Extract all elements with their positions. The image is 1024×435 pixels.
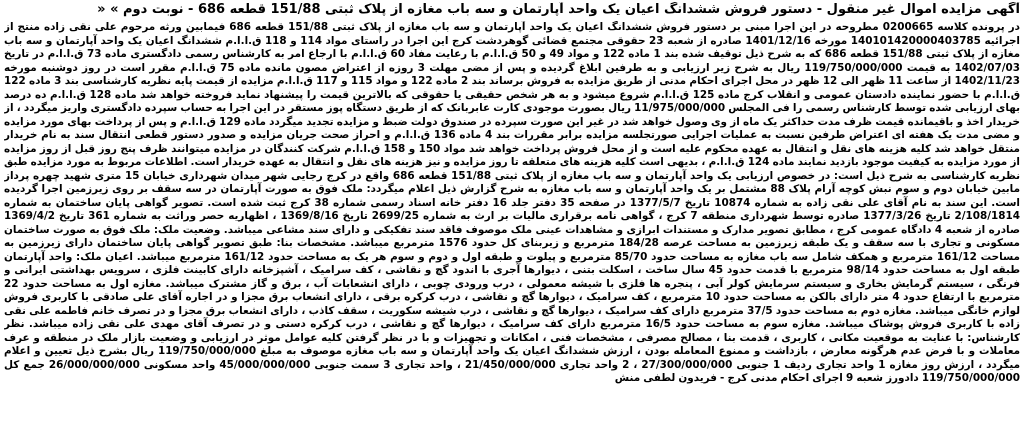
- notice-title: آگهی مزایده اموال غیر منقول - دستور فروش ششدانگ اعیان یک واحد آپارتمان و سه باب مغازه از پلاک ثبتی 151/88 قطعه 686 - نوبت دوم » «: [97, 2, 1020, 17]
- notice-body: در پرونده کلاسه 0200665 مطروحه در این اجرا مبنی بر دستور فروش ششدانگ اعیان یک واحد آپارتمان و سه باب مغازه از پلاک ثبتی 151/88 قطعه 686 فیمابین ورثه مرحوم علی نقی زاده منتج از اجرائیه 14010142000040378​5 مورخه 1401/12/16 صادره از شعبه 23 حقوقی مجتمع قضائی گوهردشت کرج این اجرا در راستای مواد 114 و 118 ق.ا.ا.م ششدانگ اعیان یک واحد آپارتمان و سه باب مغازه از پلاک ثبتی 151/88 قطعه 686 که به شرح ذیل توقیف شده بند 1 ماده 122 و مواد 49 و 50 ق.ا.ا.م با رعایت مفاد 60 ق.ا.ا.م با ارجاع امر به کارشناس رسمی دادگستری ماده 73 ق.ا.ا.م در تاریخ 1402/07/03 به قیمت 119/750/000/000 ریال به شرح زیر ارزیابی و به طرفین ابلاغ گردیده و پس از مضی مهلت 3 روزه از اعتراض مصون مانده ماده 75 ق.ا.ا.م مقرر است در روز دوشنبه مورخه 1402/11/23 از ساعت 11 ظهر الی 12 ظهر در محل اجرای احکام مدنی از طریق مزایده به فروش برساند بند 2 ماده 122 و مواد 115 و 117 ق.ا.ا.م مزایده از قیمت پایه نظریه کارشناسی بند 3 ماده 122 ق.ا.ا.م با حضور نماینده دادستان عمومی و انقلاب کرج ماده 125 ق.ا.ا.م شروع میشود و به هر شخص حقیقی یا حقوقی که بالاترین قیمت را پیشنهاد نماید فروخته خواهد شد ماده 128 ق.ا.ا.م ده درصد بهای ارزیابی شده توسط کارشناس رسمی را فی المجلس 11/975/000/000 ریال بصورت موجودی کارت عابربانک که از طریق دستگاه پوز مستقر در این اجرا به حساب سپرده دادگستری واریز میگردد ، از خریدار اخذ و باقیمانده قیمت ظرف مدت حداکثر یک ماه از وی وصول خواهد شد در غیر این صورت سپرده در صندوق دولت ضبط و مزایده تجدید میگردد ماده 129 ق.ا.ا.م و پس از پرداخت بهای مورد مزایده و مضی مدت یک هفته ای اعتراض طرفین نسبت به عملیات اجرایی صورتجلسه مزایده برابر مقررات بند 4 ماده 136 ق.ا.ا.م و احراز صحت جریان مزایده و صدور دستور قطعی انتقال سند به نام خریدار منتقل خواهد شد کلیه هزینه های نقل و انتقال به عهده محکوم علیه است و از محل فروش پرداخت خواهد شد مواد 150 و 158 ق.ا.ا.م شرکت کنندگان در مزایده میتوانند ظرف پنج روز قبل از روز مزایده از مورد مزایده به کیفیت موجود بازدید نمایند ماده 124 ق.ا.ا.م ، بدیهی است کلیه هزینه های متعلقه تا روز مزایده و نیز هزینه های نقل و انتقال به عهده خریدار است. اطلاعات مربوط به مورد مزایده طبق نظریه کارشناسی به شرح ذیل است: در خصوص ارزیابی یک واحد آپارتمان و سه باب مغازه از پلاک ثبتی 151/88 قطعه 686 واقع در کرج رجایی شهر میدان شهرداری خیابان 15 متری شهید چهره پرداز مابین خیابان دوم و سوم نبش کوچه آرام پلاک 88 مشتمل بر یک واحد آپارتمان و سه باب مغازه به شرح گزارش ذیل اعلام میگردد: ملک فوق به صورت آپارتمان در سه سقف بر روی زیرزمین اجرا گردیده است. این سند به نام آقای علی نقی زاده به شماره 10874 تاریخ 1377/5/7 در صفحه 35 دفتر جلد 16 دفتر خانه اسناد رسمی شماره 38 کرج ثبت شده است. تصویر گواهی پایان ساختمان به شماره 2/108/1814 تاریخ 1377/3/26 صادره توسط شهرداری منطقه 7 کرج ، گواهی نامه برقراری مالیات بر ارث به شماره 2699/25 تاریخ 1369/8/16 ، اظهاریه حصر وراثت به شماره 361 تاریخ 1369/4/2 صادره از شعبه 4 دادگاه عمومی کرج ، مطابق تصویر مدارک و مستندات ابرازی و مشاهدات عینی ملک موصوف فاقد سند تفکیکی و دارای سند مشاعی میباشد. وضعیت ملک: ملک فوق به صورت ساختمان مسکونی و تجاری با سه سقف و یک طبقه زیرزمین به مساحت عرصه 184/28 مترمربع و زیربنای کل حدود 1576 مترمربع میباشد. مشخصات بنا: طبق تصویر گواهی پایان ساختمان دارای زیرزمین به مساحت 161/12 مترمربع و همکف شامل سه باب مغازه به مساحت حدود 85/70 مترمربع و پیلوت و طبقه اول و دوم و سوم هر یک به مساحت حدود 161/12 مترمربع میباشد. اعیان ملک: واحد آپارتمان طبقه اول به مساحت حدود 98/14 مترمربع با قدمت حدود 45 سال ساخت ، اسکلت بتنی ، دیوارها آجری با اندود گچ و نقاشی ، کف سرامیک ، آشپزخانه دارای کابینت فلزی ، سرویس بهداشتی ایرانی و فرنگی ، سیستم گرمایش بخاری و سیستم سرمایش کولر آبی ، پنجره ها فلزی با شیشه معمولی ، درب ورودی چوبی ، دارای انشعابات آب ، برق و گاز مشترک میباشد. مغازه اول به مساحت حدود 22 مترمربع با ارتفاع حدود 4 متر دارای بالکن به مساحت حدود 10 مترمربع ، کف سرامیک ، دیوارها گچ و نقاشی ، درب کرکره برقی ، دارای انشعاب برق مجزا و در اجاره آقای علی صادقی با کاربری فروش لوازم خانگی میباشد. مغازه دوم به مساحت حدود 37/5 مترمربع دارای کف سرامیک ، دیوارها گچ و نقاشی ، درب شیشه سکوریت ، سقف کاذب ، دارای انشعاب برق مجزا و در تصرف خانم فاطمه علی نقی زاده با کاربری فروش پوشاک میباشد. مغازه سوم به مساحت حدود 16/5 مترمربع دارای کف سرامیک ، دیوارها گچ و نقاشی ، درب کرکره دستی و در تصرف آقای مهدی علی نقی زاده میباشد. نظر کارشناس: با عنایت به موقعیت مکانی ، کاربری ، قدمت بنا ، مصالح مصرفی ، مشخصات فنی ، امکانات و تجهیزات و با در نظر گرفتن کلیه عوامل موثر در ارزیابی و وضعیت بازار ملک در منطقه و عرف معاملات و با فرض عدم هرگونه معارض ، بازداشت و ممنوع المعامله بودن ، ارزش ششدانگ اعیان یک واحد آپارتمان و سه باب مغازه موصوف به مبلغ 119/750/000/000 ریال بشرح ذیل تعیین و اعلام میگردد ، ارزش روز مغازه 1 واحد تجاری ردیف 1 جنوبی 27/300/000/000 ، 2 واحد تجاری 21/450/000/000 ، واحد تجاری 3 سمت جنوبی 45/000/000/000 واحد مسکونی 26/000/000/000 جمع کل 119/750/000/000 دادورز شعبه 9 اجرای احکام مدنی کرج - فریدون لطفی منش: [4, 21, 1020, 384]
- auction-notice: [4, 2, 1020, 431]
